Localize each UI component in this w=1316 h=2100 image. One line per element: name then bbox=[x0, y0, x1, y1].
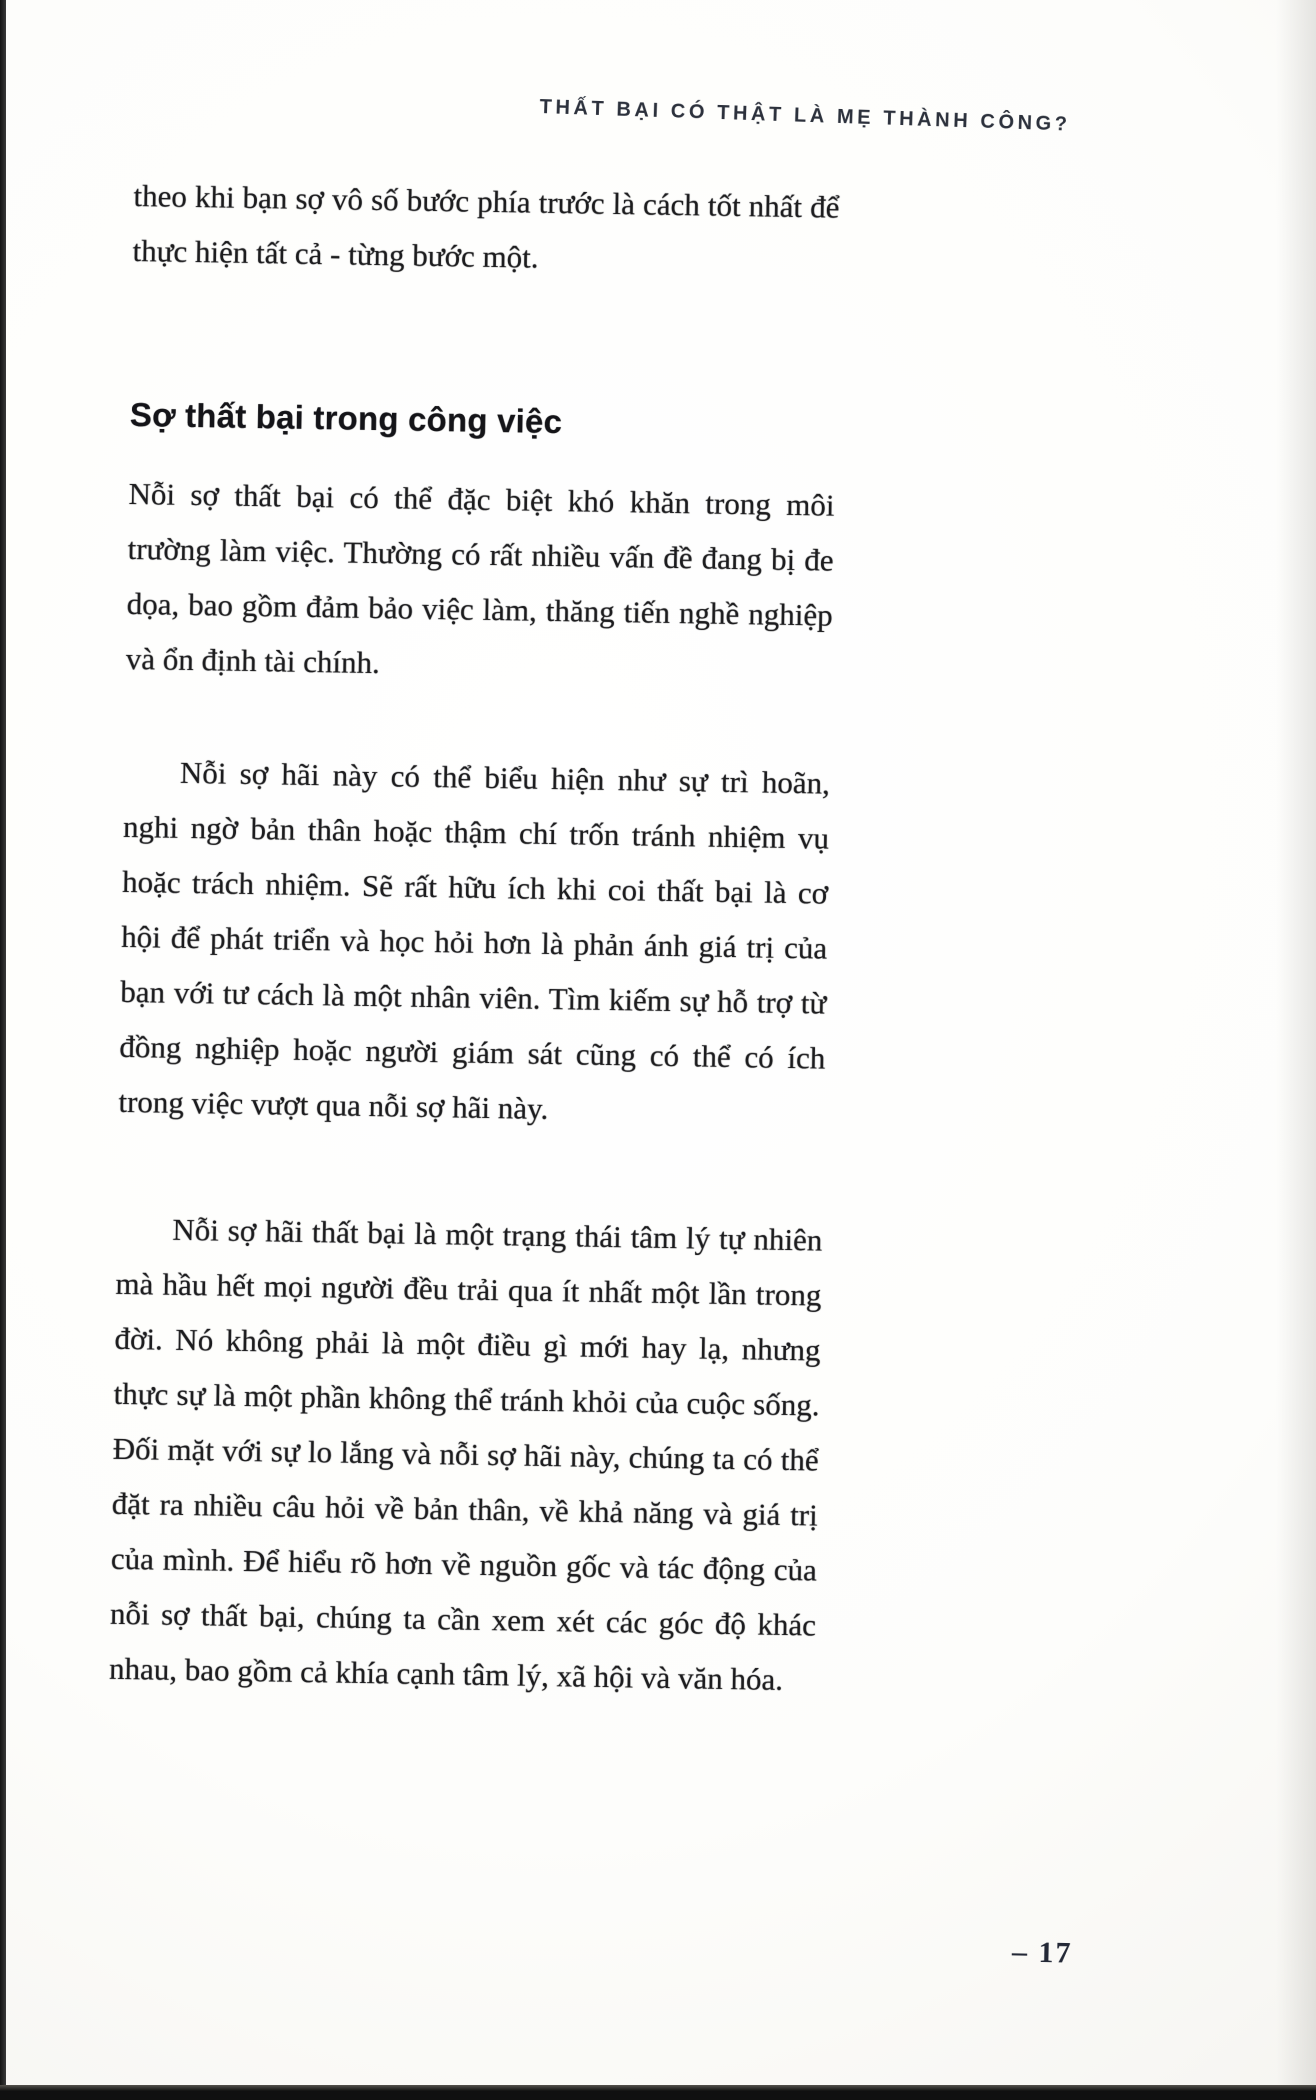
page-number: – 17 bbox=[1011, 1935, 1073, 1970]
paragraph-work-fear: Nỗi sợ thất bại có thể đặc biệt khó khăn trong môi trường làm việc. Thường có rất nhiều vấn đề đang bị đe dọa, bao gồm đảm bảo việc làm, thăng tiến nghề nghiệp và ổn định tài chính. bbox=[125, 475, 835, 681]
paragraph-continuation: theo khi bạn sợ vô số bước phía trước là cách tốt nhất để thực hiện tất cả - từng bước một. bbox=[132, 177, 840, 275]
scan-edge-left bbox=[0, 0, 6, 2100]
paragraph-manifestation: Nỗi sợ hãi này có thể biểu hiện như sự trì hoãn, nghi ngờ bản thân hoặc thậm chí trốn tránh nhiệm vụ hoặc trách nhiệm. Sẽ rất hữu ích khi coi thất bại là cơ hội để phát triển và học hỏi hơn là phản ánh giá trị của bạn với tư cách là một nhân viên. Tìm kiếm sự hỗ trợ từ đồng nghiệp hoặc người giám sát cũng có thể có ích trong việc vượt qua nỗi sợ hãi này. bbox=[118, 754, 831, 1126]
running-header: THẤT BẠI CÓ THẬT LÀ MẸ THÀNH CÔNG? bbox=[539, 96, 1071, 136]
page-text-block bbox=[109, 168, 840, 1707]
scan-shadow-right bbox=[1276, 0, 1316, 2100]
section-heading: Sợ thất bại trong công việc bbox=[129, 395, 563, 441]
scan-edge-bottom bbox=[0, 2085, 1316, 2100]
paragraph-psychology: Nỗi sợ hãi thất bại là một trạng thái tâm lý tự nhiên mà hầu hết mọi người đều trải qua ít nhất một lần trong đời. Nó không phải là một điều gì mới hay lạ, nhưng thực sự là một phần không thể tránh khỏi của cuộc sống. Đối mặt với sự lo lắng và nỗi sợ hãi này, chúng ta có thể đặt ra nhiều câu hỏi về bản thân, về khả năng và giá trị của mình. Để hiểu rõ hơn về nguồn gốc và tác động của nỗi sợ thất bại, chúng ta cần xem xét các góc độ khác nhau, bao gồm cả khía cạnh tâm lý, xã hội và văn hóa. bbox=[108, 1211, 823, 1697]
